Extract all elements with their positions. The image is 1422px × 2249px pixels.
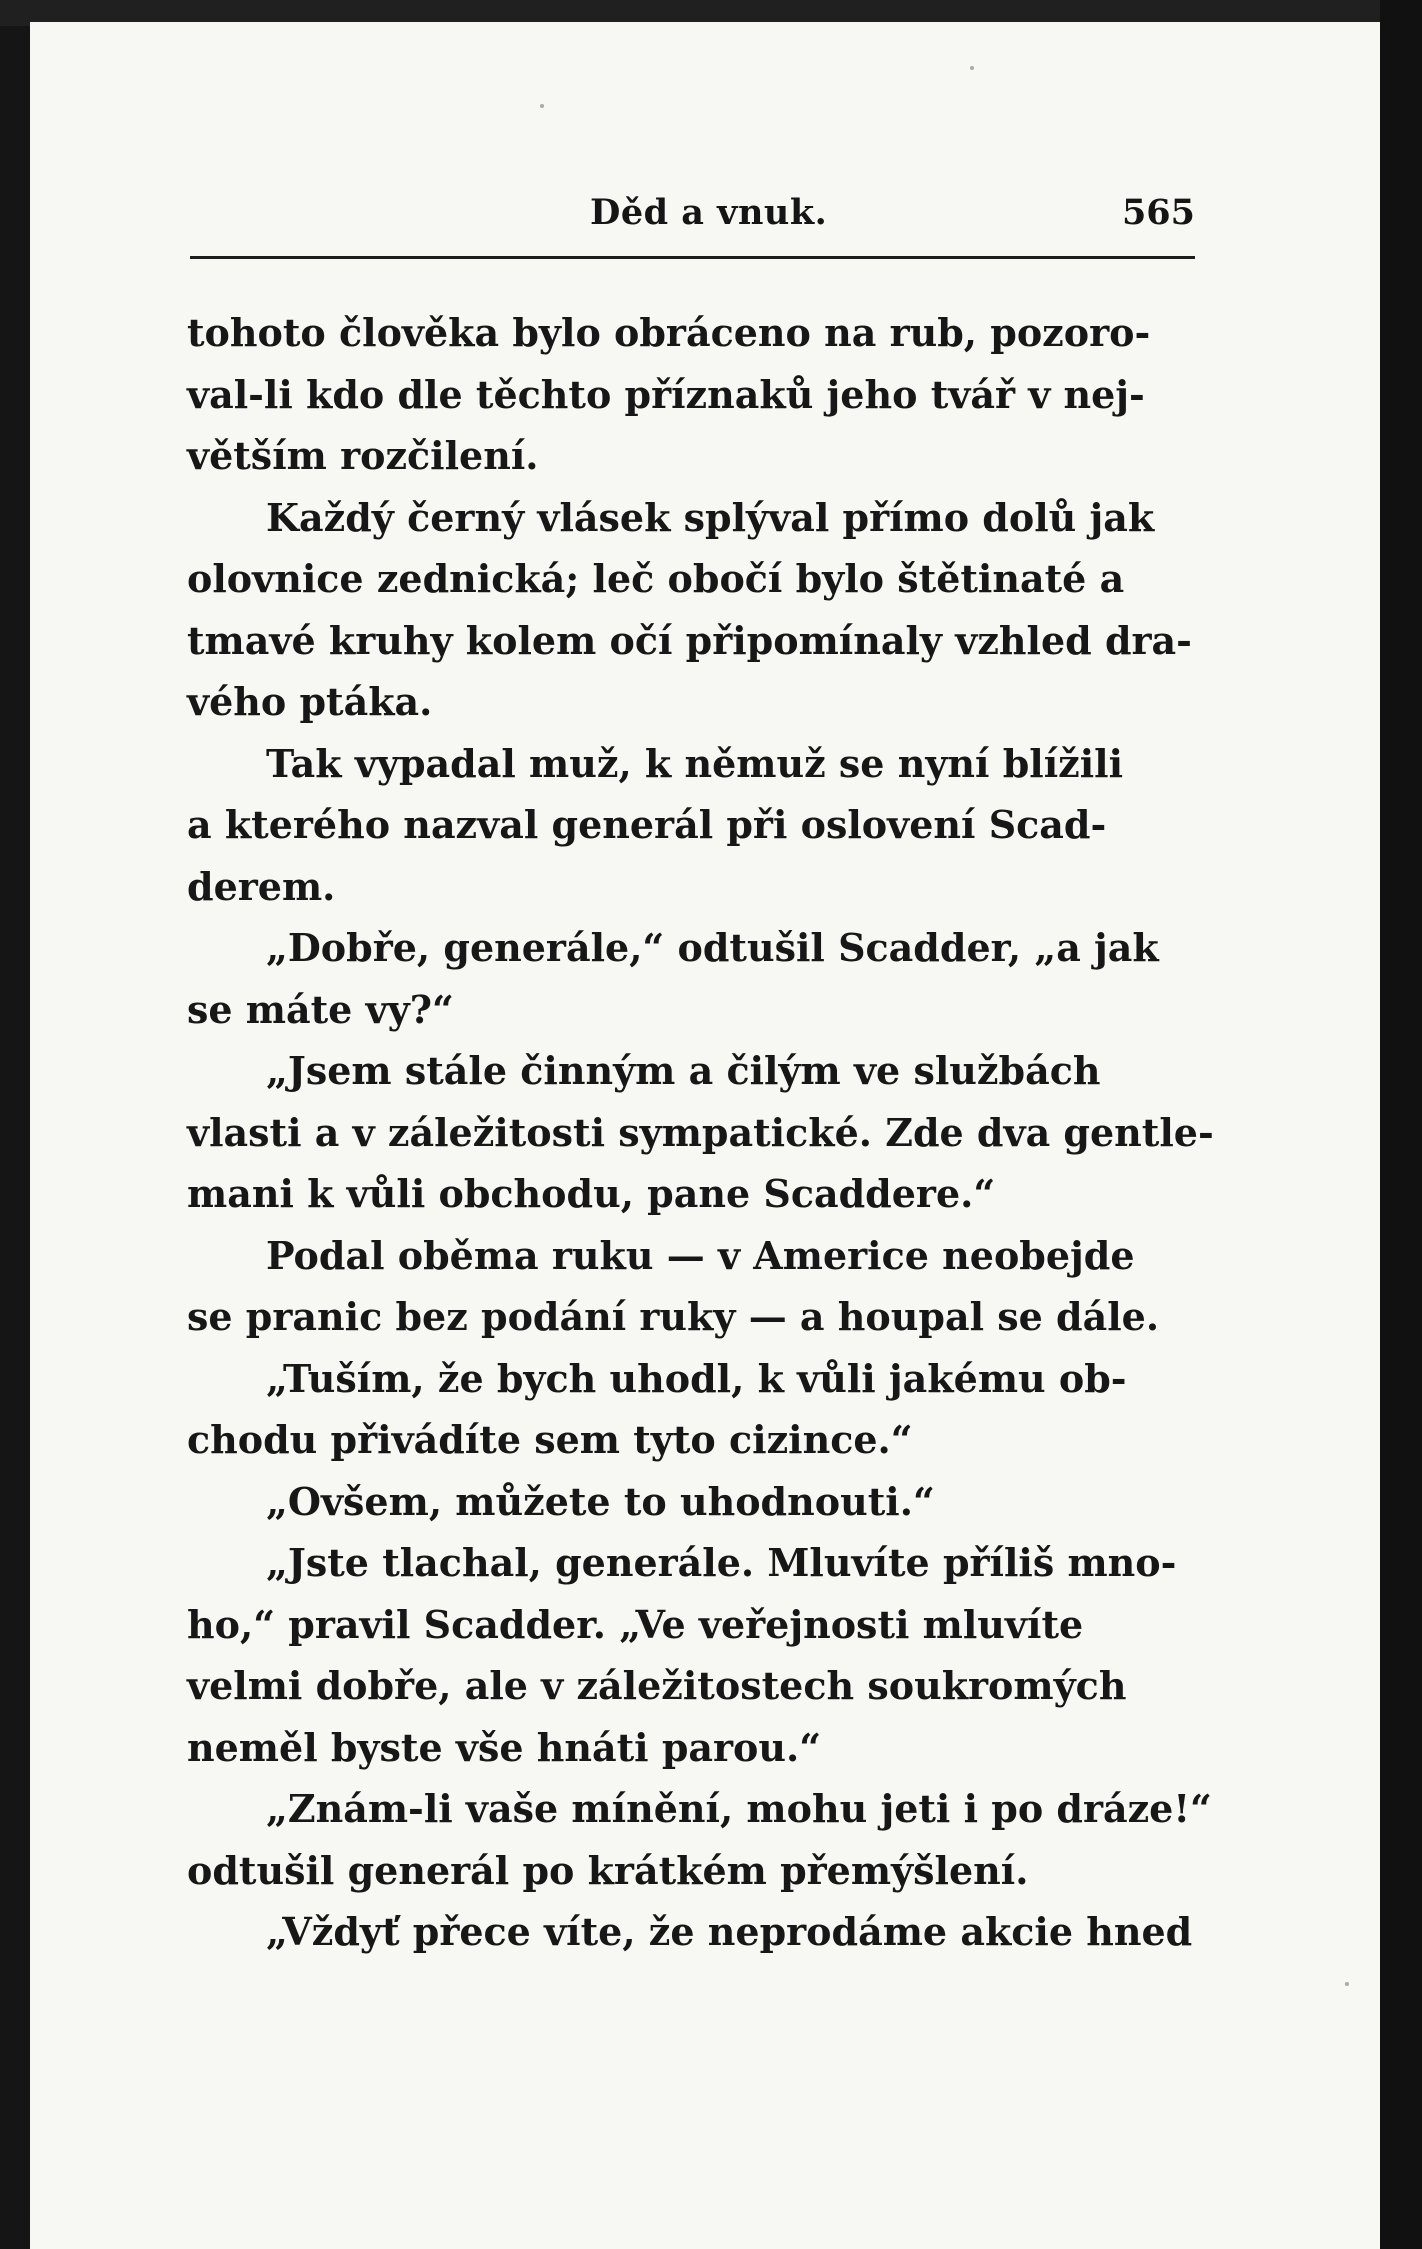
- text-line: Tak vypadal muž, k němuž se nyní blížili: [266, 740, 1124, 786]
- page-header: [190, 172, 1195, 259]
- text-line: vého ptáka.: [187, 679, 433, 724]
- text-line: olovnice zednická; leč obočí bylo štětinaté a: [187, 556, 1125, 601]
- text-line: odtušil generál po krátkém přemýšlení.: [187, 1847, 1029, 1893]
- text-line: velmi dobře, ale v záležitostech soukromých: [187, 1663, 1127, 1708]
- text-line: ho,“ pravil Scadder. „Ve veřejnosti mluvíte: [187, 1601, 1084, 1647]
- text-line: „Vždyť přece víte, že neprodáme akcie hned: [266, 1909, 1193, 1954]
- text-line: „Ovšem, můžete to uhodnouti.“: [266, 1478, 935, 1524]
- text-line: „Tuším, že bych uhodl, k vůli jakému ob-: [266, 1355, 1127, 1401]
- text-line: neměl byste vše hnáti parou.“: [187, 1724, 822, 1770]
- text-line: a kterého nazval generál při oslovení Scad-: [187, 802, 1107, 847]
- text-line: vlasti a v záležitosti sympatické. Zde dva gentle-: [187, 1109, 1214, 1155]
- text-line: „Znám-li vaše mínění, mohu jeti i po dráze!“: [266, 1786, 1212, 1831]
- text-line: derem.: [187, 863, 336, 909]
- text-line: Podal oběma ruku — v Americe neobejde: [266, 1232, 1135, 1278]
- text-line: „Dobře, generále,“ odtušil Scadder, „a jak: [266, 925, 1159, 970]
- text-line: se máte vy?“: [187, 986, 454, 1032]
- text-line: val-li kdo dle těchto příznaků jeho tvář v nej-: [187, 371, 1145, 417]
- paper-speck: [970, 66, 974, 70]
- text-line: „Jste tlachal, generále. Mluvíte příliš mno-: [266, 1540, 1177, 1585]
- text-line: chodu přivádíte sem tyto cizince.“: [187, 1417, 913, 1462]
- paper-speck: [540, 104, 544, 108]
- text-line: Každý černý vlásek splýval přímo dolů jak: [266, 494, 1155, 540]
- book-page: [30, 22, 1380, 2249]
- text-line: „Jsem stále činným a čilým ve službách: [266, 1048, 1101, 1093]
- text-line: tohoto člověka bylo obráceno na rub, pozoro-: [187, 310, 1151, 355]
- page-number: 565: [1121, 192, 1195, 233]
- text-line: tmavé kruhy kolem očí připomínaly vzhled dra-: [187, 617, 1192, 663]
- paper-speck: [1345, 1982, 1349, 1986]
- text-line: se pranic bez podání ruky — a houpal se dále.: [187, 1294, 1160, 1339]
- text-line: mani k vůli obchodu, pane Scaddere.“: [187, 1171, 996, 1216]
- running-title: Děd a vnuk.: [590, 192, 828, 233]
- text-line: větším rozčilení.: [187, 433, 539, 478]
